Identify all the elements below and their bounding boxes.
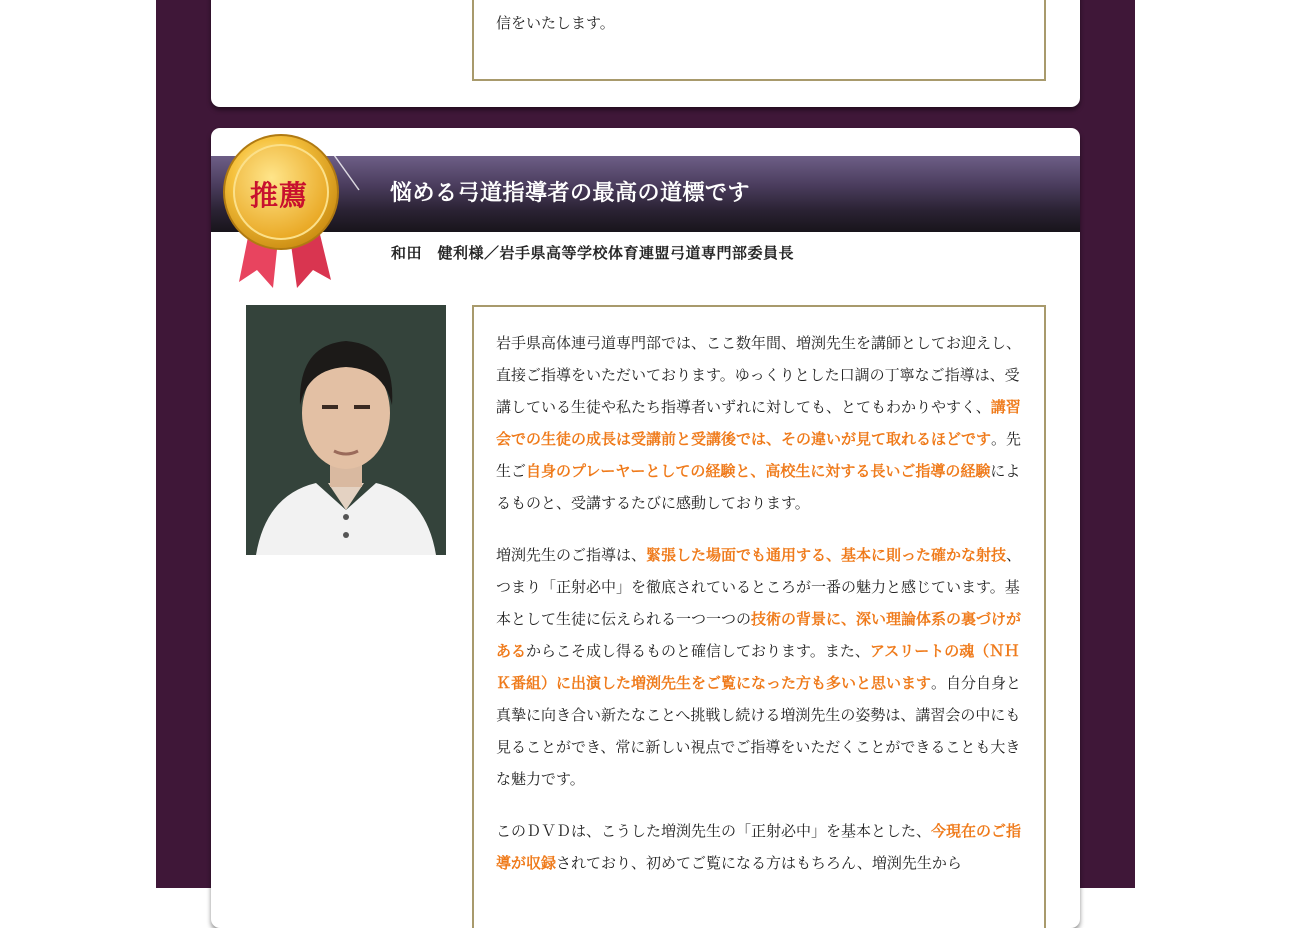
highlight-text: 技術の背景に、深い理論体系の裏づけがある [496, 610, 1022, 660]
paragraph-text: 岩手県高体連弓道専門部では、ここ数年間、増渕先生を講師としてお迎えし、直接ご指導をいただいております。ゆっくりとした口調の丁寧なご指導は、受講している生徒や私たち指導者いずれに対しても、とてもわかりやすく、 [496, 334, 1022, 416]
testimonial-headline: 悩める弓道指導者の最高の道標です [390, 181, 751, 206]
highlight-text: 講習会での生徒の成長は受講前と受講後では、その違いが見て取れるほどです [496, 398, 1021, 448]
ribbon-medal-icon [219, 130, 369, 300]
highlight-text: 今現在のご指導が収録 [496, 822, 1022, 872]
testimonial-card [211, 128, 1080, 928]
testimonial-paragraph [496, 815, 1026, 879]
paragraph-text: 。自分自身と真摯に向き合い新たなことへ挑戦し続ける増渕先生の姿勢は、講習会の中にも見ることができ、常に新しい視点でご指導をいただくことができることも大きな魅力です。 [496, 674, 1022, 788]
paragraph-text: によるものと、受講するたびに感動しております。 [496, 462, 1021, 512]
recommend-badge-text: 推薦 [249, 179, 308, 212]
previous-testimonial-box [472, 0, 1046, 81]
paragraph-text: されており、初めてご覧になる方はもちろん、増渕先生から [556, 854, 962, 872]
previous-testimonial-text: 信をいたします。 [496, 14, 615, 32]
testimonial-body [496, 327, 1026, 899]
paragraph-text: 、つまり「正射必中」を徹底されているところが一番の魅力と感じています。基本として生徒に伝えられる一つ一つの [496, 546, 1022, 628]
author-photo [246, 305, 446, 555]
highlight-text: 緊張した場面でも通用する、基本に則った確かな射技 [646, 546, 1007, 564]
paragraph-text: 増渕先生のご指導は、 [496, 546, 647, 564]
testimonial-paragraph [496, 539, 1026, 795]
paragraph-text: このＤＶＤは、こうした増渕先生の「正射必中」を基本とした、 [496, 822, 932, 840]
highlight-text: アスリートの魂（ＮＨＫ番組）に出演した増渕先生をご覧になった方も多いと思います [496, 642, 1020, 692]
previous-testimonial-card [211, 0, 1080, 107]
testimonial-paragraph [496, 327, 1026, 519]
paragraph-text: 。先生ご [496, 430, 1022, 480]
highlight-text: 自身のプレーヤーとしての経験と、高校生に対する長いご指導の経験 [526, 462, 991, 480]
testimonial-author: 和田 健利様／岩手県高等学校体育連盟弓道専門部委員長 [391, 244, 795, 262]
testimonial-text-box [472, 305, 1046, 928]
paragraph-text: からこそ成し得るものと確信しております。また、 [526, 642, 870, 660]
